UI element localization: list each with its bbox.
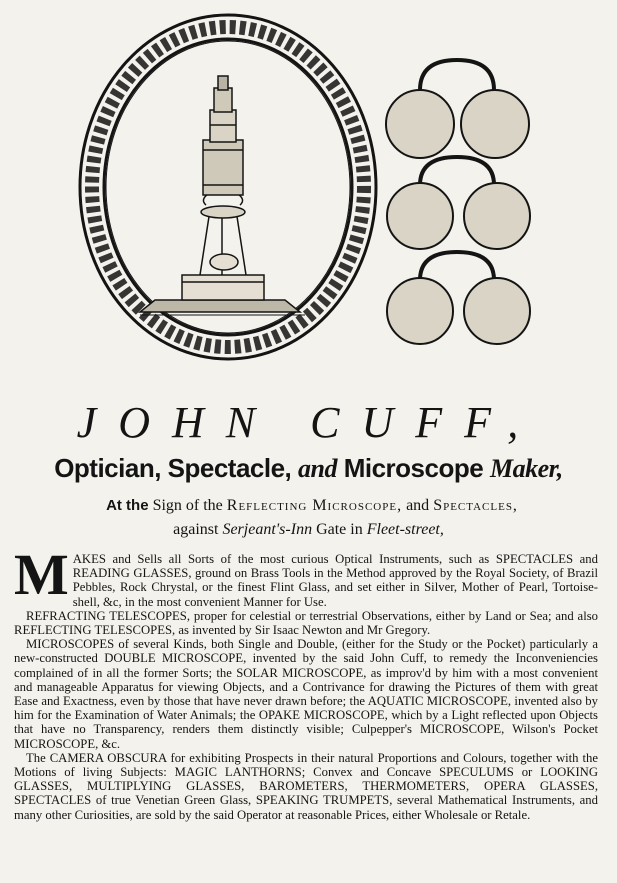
paragraph-spectacles-text: AKES and Sells all Sorts of the most curious Optical Instruments, such as SPECTACLES and READING GLASSES, ground on Brass Tools in the Method approved by the Royal Society, of Brazil Pebbles, Rock Chrystal, or the finest Flint Glass, and set either in Silver, Mother of Pearl, Tortoise-shell, &c, in the most convenient Manner for Use. (72, 552, 598, 609)
location-street: Fleet-street, (366, 521, 444, 538)
trade-heading-and: and (298, 454, 337, 483)
sign-spectacles: Spectacles, (433, 497, 518, 514)
trade-heading-part1: Optician, Spectacle, (54, 453, 292, 483)
location-pre: against (173, 521, 219, 538)
trade-heading-part2: Microscope (343, 453, 484, 483)
location-mid: Gate in (316, 521, 363, 538)
paragraph-spectacles (14, 542, 598, 609)
shop-sign-line (12, 496, 612, 516)
proprietor-name: JOHN CUFF, (76, 398, 541, 447)
trade-heading-maker: Maker, (489, 454, 563, 483)
trade-heading (0, 452, 617, 485)
sign-and: and (406, 497, 430, 514)
paragraph-camera-obscura: The CAMERA OBSCURA for exhibiting Prospects in their natural Proportions and Colours, together with the Motions of living Subjects: MAGIC LANTHORNS; Convex and Concave SPECULUMS or LOOKING GLASSES, MULTIPLYING GLASSES, BAROMETERS, THERMOMETERS, OPERA GLASSES, SPECTACLES of true Venetian Green Glass, SPEAKING TRUMPETS, several Mathematical Instruments, and many other Curiosities, are sold by the said Operator at reasonable Prices, either Wholesale or Retale. (14, 750, 598, 822)
engraving (0, 0, 617, 380)
spectacles-illustrations (386, 60, 530, 344)
sign-prefix: At the (106, 497, 149, 514)
advertisement-body (14, 542, 598, 822)
sign-mid: Sign of the (152, 497, 223, 514)
location-gate: Serjeant's-Inn (222, 521, 313, 538)
drop-cap: M (14, 542, 69, 607)
paragraph-telescopes: REFRACTING TELESCOPES, proper for celestial or terrestrial Observations, either by Land or Sea; and also REFLECTING TELESCOPES, as invented by Sir Isaac Newton and Mr Gregory. (14, 608, 598, 638)
paragraph-microscopes: MICROSCOPES of several Kinds, both Single and Double, (either for the Study or the Pocket) particularly a new-constructed DOUBLE MICROSCOPE, invented by the said John Cuff, to remedy the Inconveniencies complained of in all the former Sorts; the SOLAR MICROSCOPE, as improv'd by him with a most convenient and manageable Apparatus for viewing Objects, and a Contrivance for drawing the Pictures of them with great Ease and Exactness, even by those that have never drawn before; the AQUATIC MICROSCOPE, invented also by him for the Examination of Water Animals; the OPAKE MICROSCOPE, which by a Light reflected upon Objects that have no Transparency, renders them distinctly visible; Culpepper's MICROSCOPE, Wilson's Pocket MICROSCOPE, &c. (14, 637, 598, 751)
sign-reflecting: Reflecting Microscope, (226, 497, 403, 514)
shop-location-line (0, 520, 617, 540)
